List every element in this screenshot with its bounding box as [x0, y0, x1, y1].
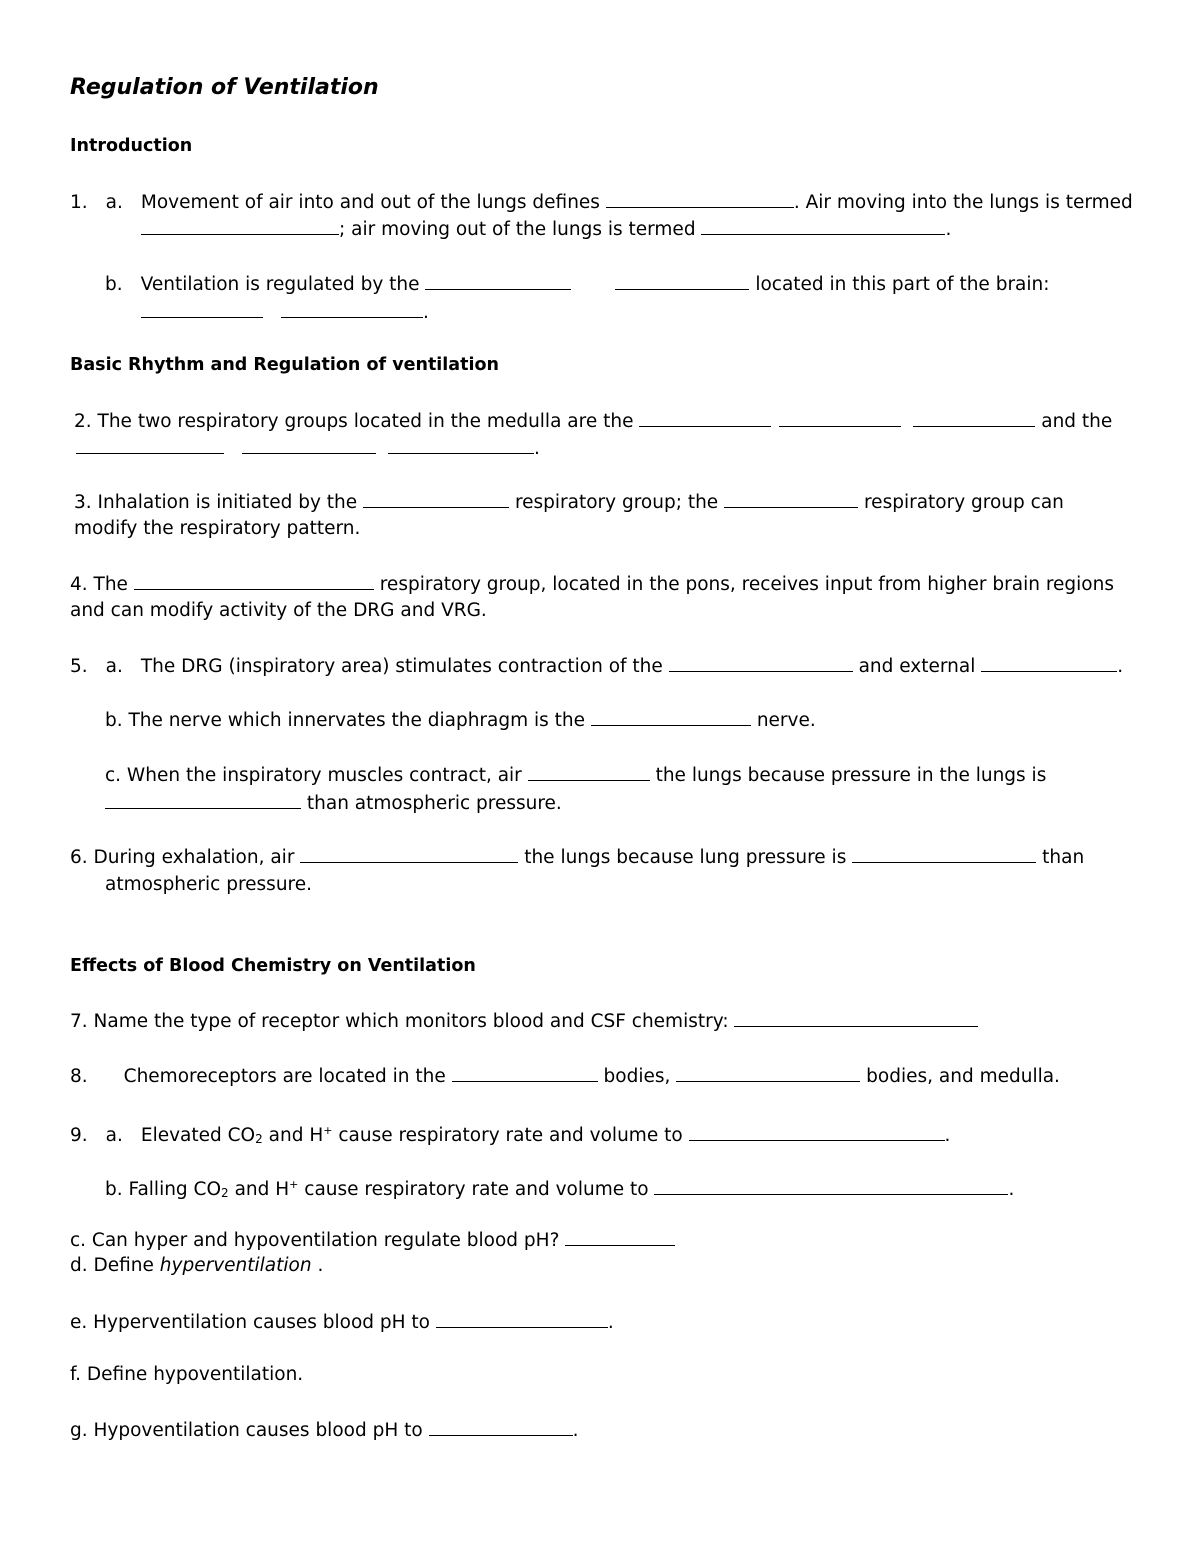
answer-blank[interactable]	[436, 1310, 608, 1328]
answer-blank[interactable]	[134, 572, 374, 590]
question-9d-line: d. Define hyperventilation .	[70, 1255, 324, 1276]
question-5c-line1: c. When the inspiratory muscles contract, air the lungs because pressure in the lungs is	[105, 765, 1047, 786]
answer-blank[interactable]	[429, 1418, 573, 1436]
answer-blank[interactable]	[981, 654, 1117, 672]
question-4-line1: 4. The respiratory group, located in the pons, receives input from higher brain regions	[70, 574, 1114, 595]
question-4-line2: and can modify activity of the DRG and VRG.	[70, 600, 487, 621]
section-heading-blood-chemistry: Effects of Blood Chemistry on Ventilation	[70, 956, 476, 976]
answer-blank[interactable]	[141, 300, 263, 318]
answer-blank[interactable]	[734, 1009, 978, 1027]
question-2-line1: 2. The two respiratory groups located in the medulla are the and the	[74, 411, 1113, 432]
question-9e-line: e. Hyperventilation causes blood pH to .	[70, 1312, 614, 1333]
question-9c-line: c. Can hyper and hypoventilation regulate blood pH?	[70, 1228, 675, 1253]
answer-blank[interactable]	[242, 436, 376, 454]
question-2-line2: .	[76, 436, 540, 461]
question-9f-line: f. Define hypoventilation.	[70, 1364, 304, 1385]
answer-blank[interactable]	[606, 190, 794, 208]
answer-blank[interactable]	[669, 654, 853, 672]
question-7-line: 7. Name the type of receptor which monitors blood and CSF chemistry:	[70, 1009, 978, 1034]
answer-blank[interactable]	[528, 763, 650, 781]
answer-blank[interactable]	[425, 272, 571, 290]
question-1a-line1: 1. a. Movement of air into and out of the lungs defines . Air moving into the lungs is termed	[70, 192, 1133, 213]
answer-blank[interactable]	[281, 300, 423, 318]
section-heading-basic-rhythm: Basic Rhythm and Regulation of ventilation	[70, 355, 499, 375]
answer-blank[interactable]	[565, 1228, 675, 1246]
question-6-line2: atmospheric pressure.	[105, 874, 313, 895]
question-3-line1: 3. Inhalation is initiated by the respiratory group; the respiratory group can	[74, 492, 1064, 513]
question-8-line: 8. Chemoreceptors are located in the bodies, bodies, and medulla.	[70, 1066, 1060, 1087]
answer-blank[interactable]	[615, 272, 749, 290]
question-1a-line2: ; air moving out of the lungs is termed .	[141, 217, 951, 242]
question-5c-line2: than atmospheric pressure.	[105, 791, 562, 816]
answer-blank[interactable]	[913, 409, 1035, 427]
question-9g-line: g. Hypoventilation causes blood pH to .	[70, 1420, 579, 1441]
answer-blank[interactable]	[689, 1123, 945, 1141]
question-9a-line: 9. a. Elevated CO2 and H+ cause respiratory rate and volume to .	[70, 1124, 951, 1146]
answer-blank[interactable]	[105, 791, 301, 809]
answer-blank[interactable]	[452, 1064, 598, 1082]
question-1b-line1: b. Ventilation is regulated by the located in this part of the brain:	[105, 274, 1050, 295]
question-5a-line: 5. a. The DRG (inspiratory area) stimulates contraction of the and external .	[70, 656, 1124, 677]
answer-blank[interactable]	[388, 436, 534, 454]
answer-blank[interactable]	[363, 490, 509, 508]
question-1b-line2: .	[141, 300, 429, 325]
answer-blank[interactable]	[639, 409, 771, 427]
answer-blank[interactable]	[676, 1064, 860, 1082]
answer-blank[interactable]	[591, 708, 751, 726]
answer-blank[interactable]	[724, 490, 858, 508]
answer-blank[interactable]	[779, 409, 901, 427]
question-3-line2: modify the respiratory pattern.	[74, 518, 361, 539]
section-heading-introduction: Introduction	[70, 136, 193, 156]
page-title: Regulation of Ventilation	[70, 75, 379, 100]
answer-blank[interactable]	[141, 217, 339, 235]
question-6-line1: 6. During exhalation, air the lungs because lung pressure is than	[70, 847, 1085, 868]
answer-blank[interactable]	[654, 1177, 1008, 1195]
answer-blank[interactable]	[300, 845, 518, 863]
answer-blank[interactable]	[701, 217, 945, 235]
question-9b-line: b. Falling CO2 and H+ cause respiratory rate and volume to .	[105, 1178, 1015, 1200]
question-5b-line: b. The nerve which innervates the diaphragm is the nerve.	[105, 710, 816, 731]
answer-blank[interactable]	[76, 436, 224, 454]
answer-blank[interactable]	[852, 845, 1036, 863]
